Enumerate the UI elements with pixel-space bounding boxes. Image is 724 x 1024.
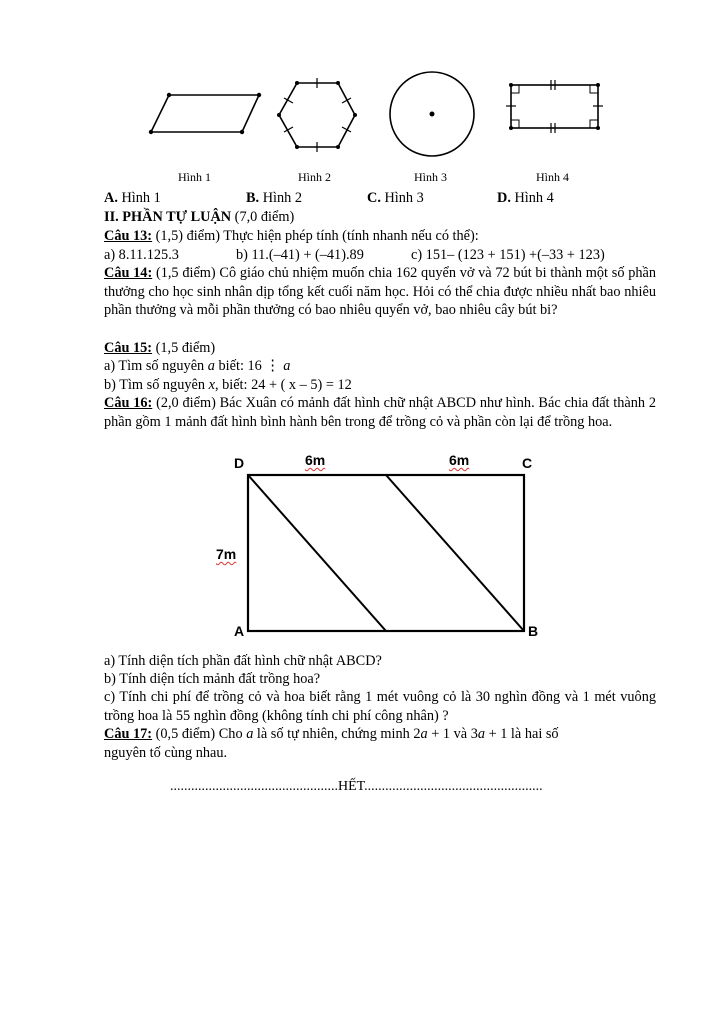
question-16: Câu 16: (2,0 điểm) Bác Xuân có mảnh đất hình chữ nhật ABCD như hình. Bác chia đất thành 2 phần gồm 1 mảnh đất hình bình hành bên trong để trồng cỏ và phần còn lại để trồng hoa. (104, 395, 656, 430)
q16-part-b: b) Tính diện tích mảnh đất trồng hoa? (104, 671, 321, 687)
vertex-a: A (234, 623, 245, 639)
parallelogram-shape (149, 93, 261, 134)
section-title: II. PHẦN TỰ LUẬN (7,0 điểm) (104, 209, 295, 225)
q13-part-b: b) 11.(–41) + (–41).89 (236, 247, 364, 263)
shapes-figure (0, 0, 724, 170)
q15-part-a: a) Tìm số nguyên a biết: 16 ⋮ a (104, 358, 291, 374)
land-diagram (0, 440, 724, 650)
q13-part-c: c) 151– (123 + 151) +(–33 + 123) (411, 247, 605, 263)
end-marker: ................................................HẾT................................................... (170, 779, 543, 794)
vertex-d: D (234, 455, 245, 471)
figure-label-2: Hình 2 (298, 170, 331, 184)
vertex-c: C (522, 455, 533, 471)
vertex-b: B (528, 623, 539, 639)
length-label-top-right: 6m (449, 452, 470, 468)
figure-label-3: Hình 3 (414, 170, 447, 184)
question-17: Câu 17: (0,5 điểm) Cho a là số tự nhiên, chứng minh 2a + 1 và 3a + 1 là hai số (104, 726, 559, 742)
figure-label-1: Hình 1 (178, 170, 211, 184)
q13-part-a: a) 8.11.125.3 (104, 247, 179, 263)
q15-part-b: b) Tìm số nguyên x, biết: 24 + ( x – 5) = 12 (104, 377, 352, 393)
circle-shape (390, 72, 474, 156)
option-d: D. Hình 4 (497, 190, 554, 206)
q17-line-2: nguyên tố cùng nhau. (104, 745, 228, 761)
question-14: Câu 14: (1,5 điểm) Cô giáo chủ nhiệm muốn chia 162 quyển vở và 72 bút bi thành một số phần thưởng cho học sinh nhân dịp tổng kết cuối năm học. Hỏi có thể chia được nhiều nhất bao nhiêu phần thưởng và mỗi phần thưởng có bao nhiêu quyển vở, bao nhiêu cây bút bi? (104, 265, 656, 319)
q16-part-a: a) Tính diện tích phần đất hình chữ nhật ABCD? (104, 653, 382, 669)
length-label-top-left: 6m (305, 452, 326, 468)
rectangle-shape (506, 80, 603, 133)
option-b: B. Hình 2 (246, 190, 303, 206)
length-label-side: 7m (216, 546, 237, 562)
question-13: Câu 13: (1,5) điểm) Thực hiện phép tính (tính nhanh nếu có thể): (104, 228, 479, 244)
q16-part-c: c) Tính chi phí để trồng cỏ và hoa biết rằng 1 mét vuông cỏ là 30 nghìn đồng và 1 mét vuông trồng hoa là 55 nghìn đồng (không tính chi phí công nhân) ? (104, 689, 656, 724)
figure-label-4: Hình 4 (536, 170, 569, 184)
question-15: Câu 15: (1,5 điểm) (104, 340, 216, 356)
hexagon-shape (277, 78, 357, 152)
option-c: C. Hình 3 (367, 190, 424, 206)
option-a: A. Hình 1 (104, 190, 161, 206)
